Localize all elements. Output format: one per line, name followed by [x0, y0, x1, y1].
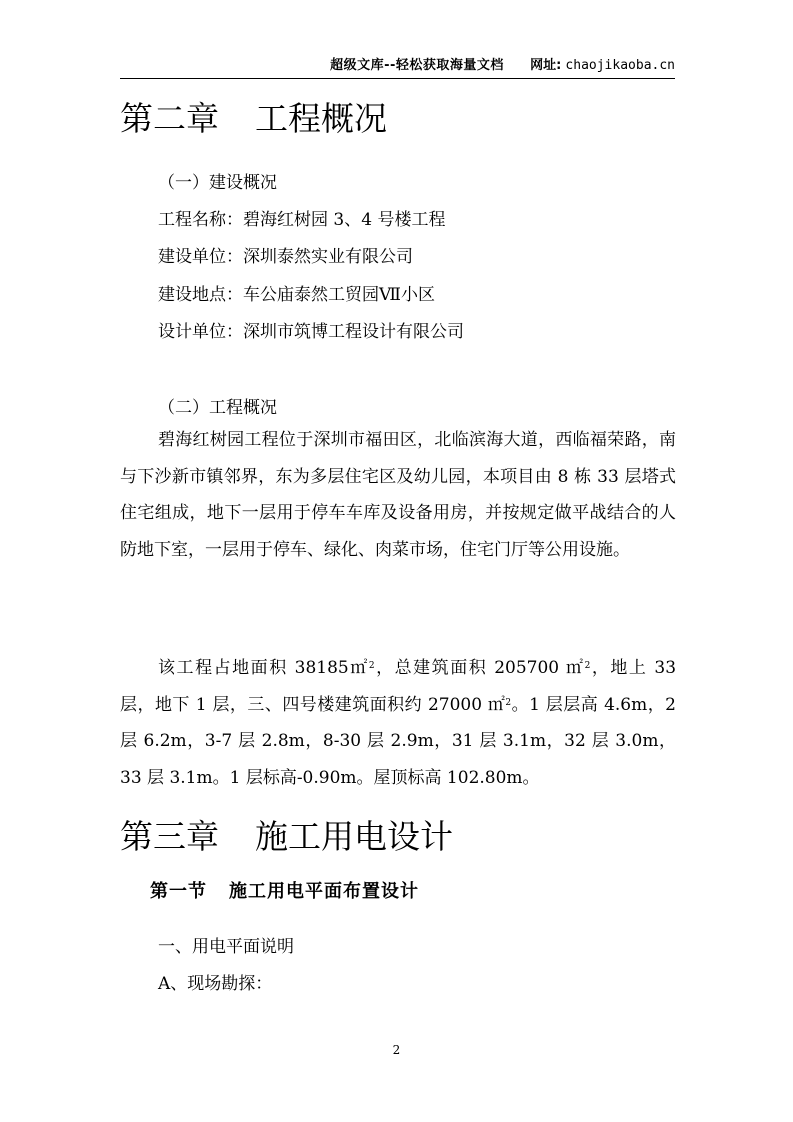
- project-name: 工程名称：碧海红树园 3、4 号楼工程: [158, 210, 446, 230]
- section3-number: 第一节: [150, 881, 207, 902]
- page-header: [120, 54, 675, 79]
- para2-part-b: ，总建筑面积 205700 ㎡: [374, 658, 585, 678]
- chapter2-title: 工程概况: [255, 99, 387, 138]
- subsection-site-survey: A、现场勘探：: [158, 974, 273, 994]
- subsection-power-layout: 一、用电平面说明: [158, 937, 294, 957]
- para2-part-d: 。1 层层高 4.6m，2 层 6.2m，3-7 层 2.8m，8-30 层 2.9m，31 层 3.1m，32 层 3.0m，33 层 3.1m。1 层标高-0.90m。屋顶标高 102.80m。: [120, 694, 676, 788]
- para2-sup-3: 2: [505, 697, 512, 708]
- para2-sup-2: 2: [584, 661, 591, 671]
- header-url-label: 网址:: [530, 58, 562, 73]
- section2-heading: （二）工程概况: [158, 398, 277, 418]
- construction-location: 建设地点：车公庙泰然工贸园Ⅶ小区: [158, 285, 435, 305]
- section1-heading: （一）建设概况: [158, 173, 277, 193]
- chapter2-heading: [120, 99, 387, 139]
- header-url[interactable]: chaojikaoba.cn: [565, 58, 675, 73]
- section3-heading: [150, 877, 419, 903]
- header-site-name: 超级文库--轻松获取海量文档: [330, 58, 504, 73]
- chapter3-heading: [120, 817, 453, 857]
- section3-title: 施工用电平面布置设计: [229, 881, 419, 902]
- overview-paragraph-2: [120, 650, 676, 796]
- overview-paragraph-1: 碧海红树园工程位于深圳市福田区，北临滨海大道，西临福荣路，南与下沙新市镇邻界，东为多层住宅区及幼儿园，本项目由 8 栋 33 层塔式住宅组成，地下一层用于停车车库及设备用房，并按规定做平战结合的人防地下室，一层用于停车、绿化、肉菜市场，住宅门厅等公用设施。: [120, 430, 676, 560]
- chapter2-number: 第二章: [120, 99, 219, 138]
- page-number: 2: [392, 1043, 401, 1057]
- construction-unit: 建设单位：深圳泰然实业有限公司: [158, 247, 413, 267]
- para2-part-c: ，地上 33 层，地下 1 层，三、四号楼建筑面积约 27000 ㎡: [120, 658, 677, 715]
- chapter3-number: 第三章: [120, 817, 219, 856]
- design-unit: 设计单位：深圳市筑博工程设计有限公司: [158, 322, 464, 342]
- para2-part-a: 该工程占地面积 38185㎡: [158, 658, 369, 678]
- para2-sup-1: 2: [368, 661, 375, 671]
- chapter3-title: 施工用电设计: [255, 817, 453, 856]
